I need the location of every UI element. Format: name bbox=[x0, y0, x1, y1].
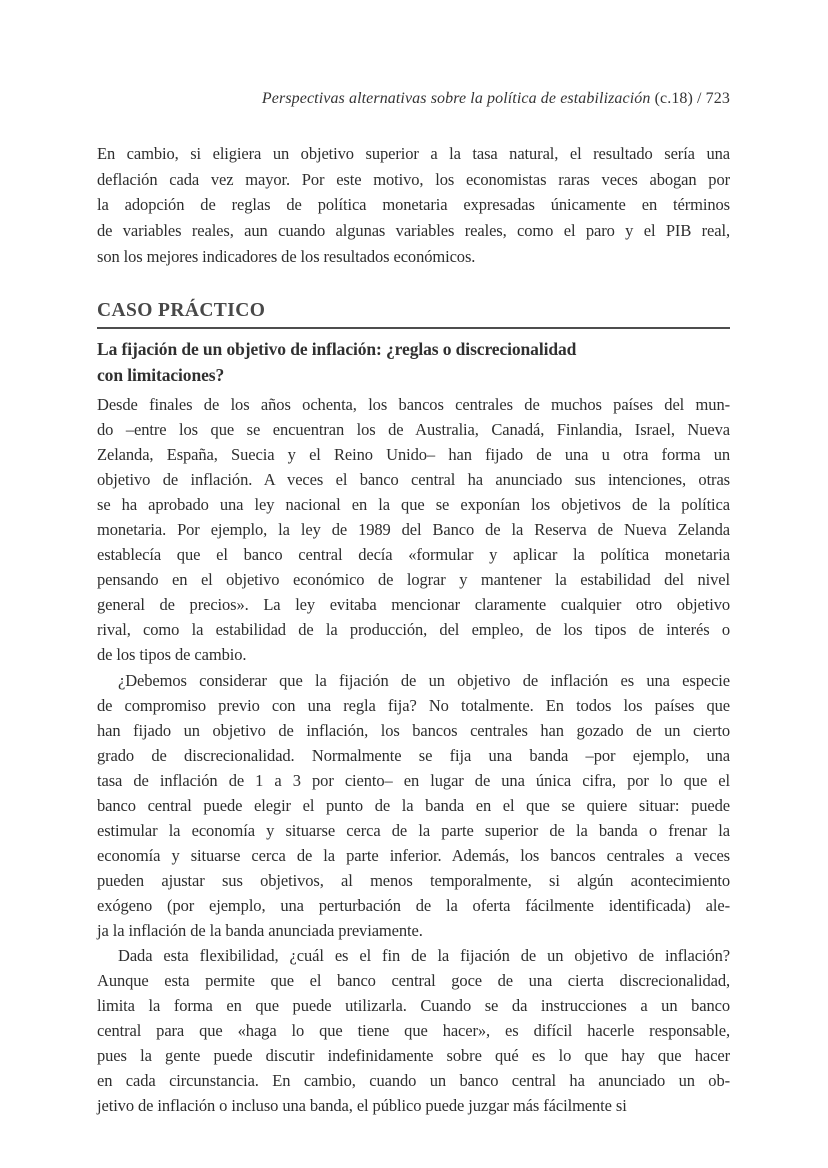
text-line: Aunque esta permite que el banco central goce de una cierta discrecionalidad, bbox=[97, 971, 730, 991]
text-line: do –entre los que se encuentran los de Australia, Canadá, Finlandia, Israel, Nueva bbox=[97, 420, 730, 440]
text-line: pues la gente puede discutir indefinidamente sobre qué es lo que hay que hacer bbox=[97, 1046, 730, 1066]
text-line: rival, como la estabilidad de la producción, del empleo, de los tipos de interés o bbox=[97, 620, 730, 640]
case-study-title bbox=[97, 337, 730, 388]
heading-rule bbox=[97, 327, 730, 329]
paragraph bbox=[97, 943, 730, 1118]
paragraph bbox=[97, 392, 730, 668]
text-line: Dada esta flexibilidad, ¿cuál es el fin de la fijación de un objetivo de inflación? bbox=[118, 946, 730, 966]
text-line: limita la forma en que puede utilizarla. Cuando se da instrucciones a un banco bbox=[97, 996, 730, 1016]
text-line: objetivo de inflación. A veces el banco central ha anunciado sus intenciones, otras bbox=[97, 470, 730, 490]
text-line: economía y situarse cerca de la parte inferior. Además, los bancos centrales a veces bbox=[97, 845, 730, 865]
text-line: monetaria. Por ejemplo, la ley de 1989 del Banco de la Reserva de Nueva Zelanda bbox=[97, 520, 730, 540]
text-line: En cambio, si eligiera un objetivo superior a la tasa natural, el resultado sería una bbox=[97, 144, 730, 163]
text-line: La fijación de un objetivo de inflación: ¿reglas o discrecionalidad bbox=[97, 339, 577, 359]
case-study-body bbox=[97, 392, 730, 1118]
running-header-title: Perspectivas alternativas sobre la política de estabilización bbox=[261, 90, 651, 107]
text-line: ja la inflación de la banda anunciada previamente. bbox=[97, 920, 423, 940]
text-line: estimular la economía y situarse cerca de la parte superior de la banda o frenar la bbox=[97, 820, 730, 840]
text-line: pensando en el objetivo económico de lograr y mantener la estabilidad del nivel bbox=[97, 570, 730, 590]
case-study-heading: CASO PRÁCTICO bbox=[97, 300, 266, 321]
text-line: Desde finales de los años ochenta, los bancos centrales de muchos países del mun- bbox=[97, 395, 730, 414]
text-line: establecía que el banco central decía «formular y aplicar la política monetaria bbox=[97, 545, 730, 565]
text-line: general de precios». La ley evitaba mencionar claramente cualquier otro objetivo bbox=[97, 595, 730, 615]
text-line: de los tipos de cambio. bbox=[97, 645, 247, 665]
text-line: banco central puede elegir el punto de la banda en el que se quiere situar: puede bbox=[97, 795, 730, 815]
text-line: con limitaciones? bbox=[97, 364, 225, 385]
paragraph bbox=[97, 668, 730, 944]
text-line: grado de discrecionalidad. Normalmente se fija una banda –por ejemplo, una bbox=[97, 745, 730, 765]
text-line: deflación cada vez mayor. Por este motivo, los economistas raras veces abogan por bbox=[97, 169, 730, 189]
text-line: tasa de inflación de 1 a 3 por ciento– en lugar de una única cifra, por lo que el bbox=[97, 770, 730, 790]
running-header bbox=[97, 90, 730, 108]
text-line: pueden ajustar sus objetivos, al menos temporalmente, si algún acontecimiento bbox=[97, 870, 730, 890]
text-line: central para que «haga lo que tiene que hacer», es difícil hacerle responsable, bbox=[97, 1021, 730, 1041]
text-line: exógeno (por ejemplo, una perturbación de la oferta fácilmente identificada) ale- bbox=[97, 895, 730, 915]
text-line: ¿Debemos considerar que la fijación de un objetivo de inflación es una especie bbox=[118, 670, 730, 690]
page-number: (c.18) / 723 bbox=[650, 90, 730, 107]
text-line: la adopción de reglas de política monetaria expresadas únicamente en términos bbox=[97, 195, 730, 215]
intro-paragraph bbox=[97, 141, 730, 270]
text-line: de variables reales, aun cuando algunas variables reales, como el paro y el PIB real, bbox=[97, 221, 730, 241]
text-line: de compromiso previo con una regla fija? No totalmente. En todos los países que bbox=[97, 695, 730, 715]
text-line: son los mejores indicadores de los resultados económicos. bbox=[97, 246, 476, 266]
text-line: han fijado un objetivo de inflación, los bancos centrales han gozado de un cierto bbox=[97, 720, 730, 740]
text-line: se ha aprobado una ley nacional en la que se exponían los objetivos de la política bbox=[97, 495, 730, 515]
text-line: jetivo de inflación o incluso una banda, el público puede juzgar más fácilmente si bbox=[97, 1096, 627, 1116]
text-line: Zelanda, España, Suecia y el Reino Unido– han fijado de una u otra forma un bbox=[97, 445, 730, 465]
text-line: en cada circunstancia. En cambio, cuando un banco central ha anunciado un ob- bbox=[97, 1071, 730, 1091]
